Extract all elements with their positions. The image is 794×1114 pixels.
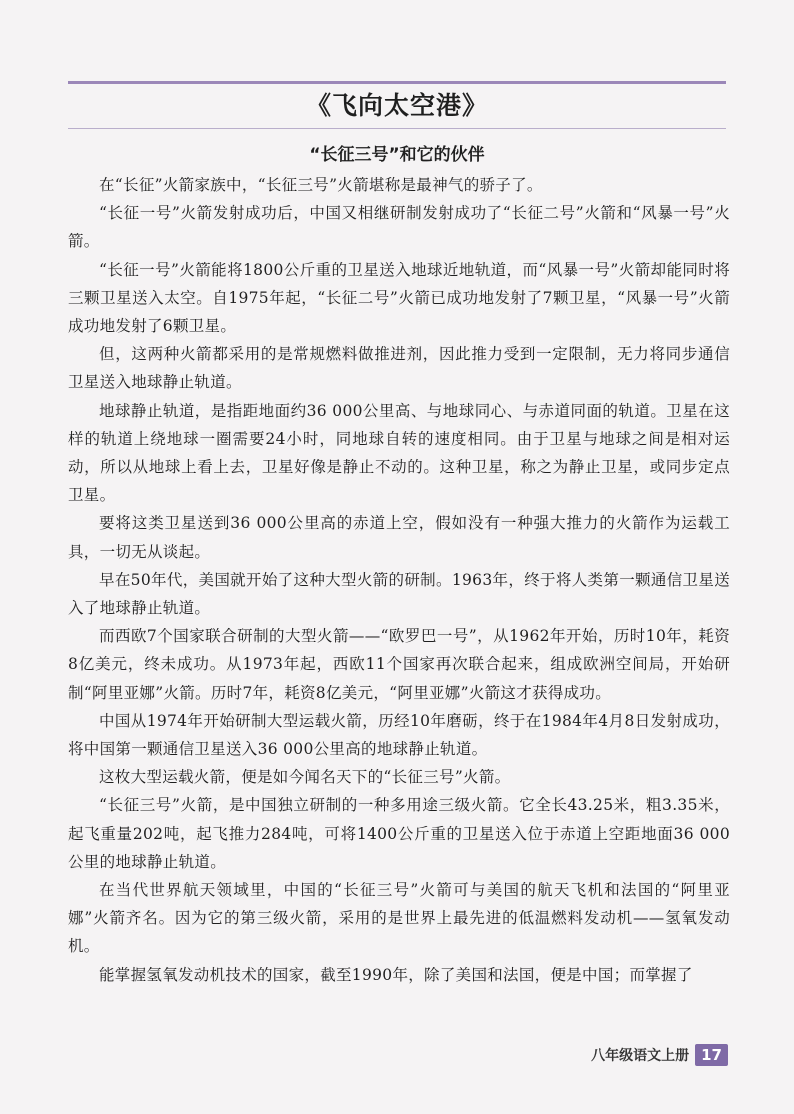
paragraph: 地球静止轨道，是指距地面约36 000公里高、与地球同心、与赤道同面的轨道。卫星在这样的轨道上绕地球一圈需要24小时，同地球自转的速度相同。由于卫星与地球之间是相对运动，所以从地球上看上去，卫星好像是静止不动的。这种卫星，称之为静止卫星，或同步定点卫星。 (68, 401, 730, 505)
paragraph: 这枚大型运载火箭，便是如今闻名天下的“长征三号”火箭。 (99, 768, 511, 787)
paragraph: 中国从1974年开始研制大型运载火箭，历经10年磨砺，终于在1984年4月8日发射成功，将中国第一颗通信卫星送入36 000公里高的地球静止轨道。 (68, 711, 730, 759)
article-body (68, 171, 730, 989)
header-rule-top (68, 81, 726, 84)
paragraph: “长征一号”火箭发射成功后，中国又相继研制发射成功了“长征二号”火箭和“风暴一号”火箭。 (68, 204, 730, 251)
paragraph: 但，这两种火箭都采用的是常规燃料做推进剂，因此推力受到一定限制，无力将同步通信卫星送入地球静止轨道。 (68, 345, 730, 392)
paragraph: 而西欧7个国家联合研制的大型火箭——“欧罗巴一号”，从1962年开始，历时10年，耗资8亿美元，终未成功。从1973年起，西欧11个国家再次联合起来，组成欧洲空间局，开始研制“阿里亚娜”火箭。历时7年，耗资8亿美元，“阿里亚娜”火箭这才获得成功。 (68, 627, 730, 702)
section-subtitle: “长征三号”和它的伙伴 (309, 145, 485, 165)
paragraph: 在当代世界航天领域里，中国的“长征三号”火箭可与美国的航天飞机和法国的“阿里亚娜”火箭齐名。因为它的第三级火箭，采用的是世界上最先进的低温燃料发动机——氢氧发动机。 (68, 881, 730, 956)
header-rule-bottom (68, 128, 726, 129)
page-footer (591, 1044, 728, 1066)
paragraph: 早在50年代，美国就开始了这种大型火箭的研制。1963年，终于将人类第一颗通信卫星送入了地球静止轨道。 (68, 570, 730, 618)
page-number-badge: 17 (695, 1044, 728, 1066)
paragraph: 能掌握氢氧发动机技术的国家，截至1990年，除了美国和法国，便是中国；而掌握了 (99, 965, 693, 984)
paragraph: 在“长征”火箭家族中，“长征三号”火箭堪称是最神气的骄子了。 (99, 176, 543, 194)
page-title: 《飞向太空港》 (305, 91, 488, 120)
paragraph: 要将这类卫星送到36 000公里高的赤道上空，假如没有一种强大推力的火箭作为运载工具，一切无从谈起。 (68, 514, 730, 561)
paragraph: “长征一号”火箭能将1800公斤重的卫星送入地球近地轨道，而“风暴一号”火箭却能同时将三颗卫星送入太空。自1975年起，“长征二号”火箭已成功地发射了7颗卫星，“风暴一号”火箭成功地发射了6颗卫星。 (68, 260, 730, 336)
paragraph: “长征三号”火箭，是中国独立研制的一种多用途三级火箭。它全长43.25米，粗3.35米，起飞重量202吨，起飞推力284吨，可将1400公斤重的卫星送入位于赤道上空距地面36 000公里的地球静止轨道。 (68, 796, 730, 871)
book-title-label: 八年级语文上册 (591, 1048, 690, 1064)
